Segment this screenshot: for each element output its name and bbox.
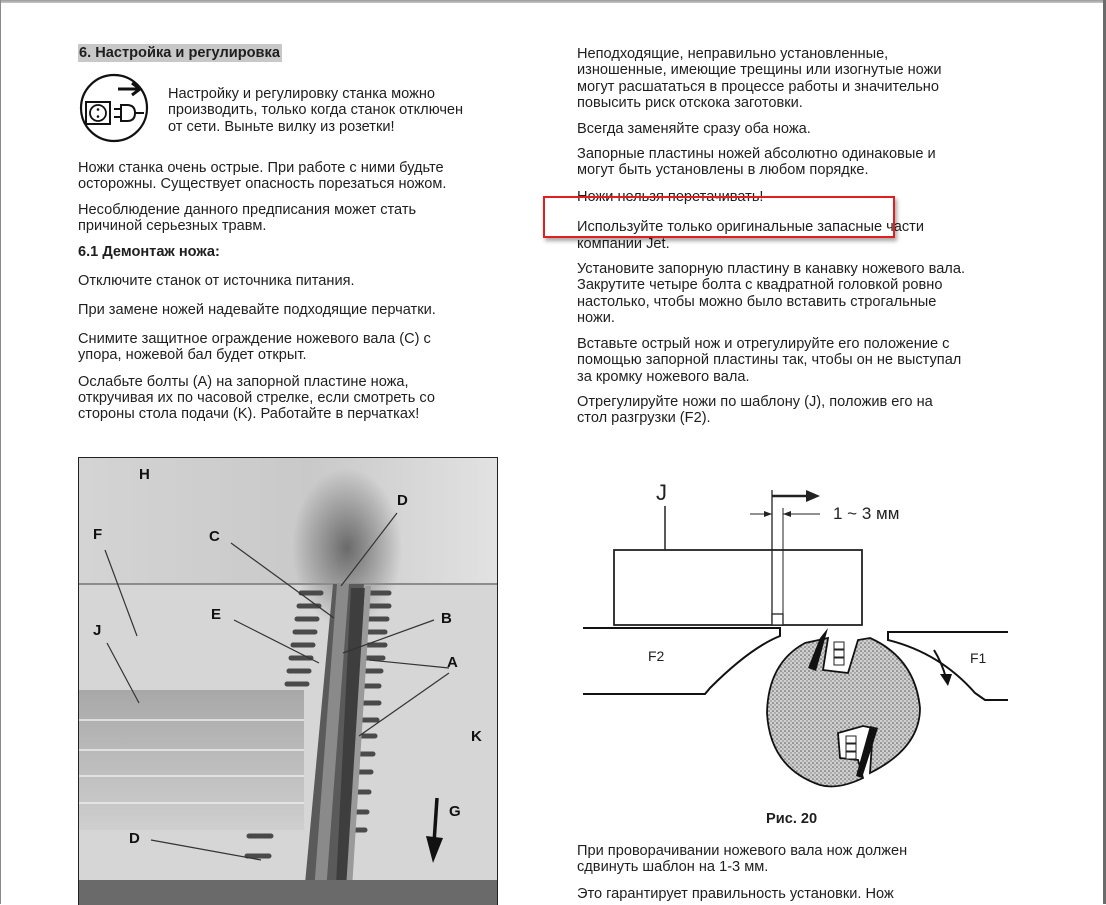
photo-label-d-top: D <box>397 492 408 509</box>
photo-label-j: J <box>93 622 102 639</box>
paragraph-remove-guard <box>78 331 518 364</box>
figure-label-j: J <box>656 480 667 505</box>
paragraph-gloves: При замене ножей надевайте подходящие перчатки. <box>78 302 436 319</box>
text-line: Используйте только оригинальные запасные части <box>577 219 924 236</box>
text-line: помощью запорной пластины так, чтобы он не выступал <box>577 352 962 369</box>
warning-line: от сети. Выньте вилку из розетки! <box>168 118 395 135</box>
text-line: стол разгрузки (F2). <box>577 410 711 427</box>
text-line: Снимите защитное ограждение ножевого вала (C) с <box>78 330 431 347</box>
text-line: стороны стола подачи (K). Работайте в перчатках! <box>78 406 420 423</box>
text-line: Запорные пластины ножей абсолютно одинаковые и <box>577 146 936 163</box>
text-line: могут быть установлены в любом порядке. <box>577 162 869 179</box>
text-line: сдвинуть шаблон на 1-3 мм. <box>577 859 769 876</box>
text-line: Несоблюдение данного предписания может стать <box>78 201 417 218</box>
figure-label-f1: F1 <box>970 650 987 666</box>
text-line: настолько, чтобы можно было вставить строгальные <box>577 293 937 310</box>
paragraph-disconnect: Отключите станок от источника питания. <box>78 273 355 290</box>
unplug-icon <box>78 72 150 144</box>
text-line: компании Jet. <box>577 235 670 252</box>
paragraph-lock-plates <box>577 146 1027 179</box>
warning-line: производить, только когда станок отключен <box>168 102 464 119</box>
photo-label-c: C <box>209 528 220 545</box>
photo-label-f: F <box>93 526 103 543</box>
photo-label-b: B <box>441 610 452 627</box>
photo-label-a: A <box>447 654 458 671</box>
text-line: осторожны. Существует опасность порезаться ножом. <box>78 176 447 193</box>
text-line: откручивая их по часовой стрелке, если смотреть со <box>78 390 435 407</box>
text-line: повысить риск отскока заготовки. <box>577 95 803 112</box>
figure-dimension: 1 ~ 3 мм <box>833 504 900 523</box>
text-line: Ослабьте болты (A) на запорной пластине ножа, <box>78 373 409 390</box>
figure-caption: Рис. 20 <box>766 811 818 827</box>
figure-20 <box>580 478 1010 808</box>
figure-label-f2: F2 <box>648 648 665 664</box>
paragraph-no-resharpen: Ножи нельзя перетачивать! <box>577 188 764 205</box>
photo-label-e: E <box>211 606 222 623</box>
text-line: Неподходящие, неправильно установленные, <box>577 46 889 62</box>
text-line: Закрутите четыре болта с квадратной головкой ровно <box>577 277 943 294</box>
paragraph-guarantee: Это гарантирует правильность установки. Нож <box>577 885 894 902</box>
photo-label-h: H <box>139 466 150 483</box>
subsection-title: 6.1 Демонтаж ножа: <box>78 243 220 260</box>
warning-line: Настройку и регулировку станка можно <box>168 86 436 102</box>
unplug-warning <box>78 72 518 150</box>
text-line: упора, ножевой бал будет открыт. <box>78 347 307 364</box>
paragraph-replace-both: Всегда заменяйте сразу оба ножа. <box>577 120 811 137</box>
right-bottom-paragraphs <box>577 843 1027 902</box>
photo-label-k: K <box>471 728 482 745</box>
paragraph-rotate-cutterhead <box>577 843 1027 876</box>
paragraph-install-plate <box>577 261 1027 327</box>
text-line: При проворачивании ножевого вала нож должен <box>577 843 908 859</box>
planer-cutterhead-photo <box>78 457 498 905</box>
knife-setting-diagram <box>580 478 1010 808</box>
left-paragraphs <box>78 160 518 423</box>
photo-illustration <box>79 458 497 905</box>
window-left-border <box>0 0 1 904</box>
photo-label-g: G <box>449 803 461 820</box>
text-line: Вставьте острый нож и отрегулируйте его положение с <box>577 335 950 352</box>
highlight-box <box>543 196 895 238</box>
text-line: ножи. <box>577 310 615 327</box>
text-line: за кромку ножевого вала. <box>577 368 750 385</box>
text-line: Установите запорную пластину в канавку ножевого вала. <box>577 261 965 278</box>
paragraph-adjust-template <box>577 394 1027 427</box>
text-line: Отрегулируйте ножи по шаблону (J), положив его на <box>577 393 933 410</box>
text-line: причиной серьезных травм. <box>78 218 267 235</box>
unplug-warning-text <box>168 86 518 135</box>
text-line: Ножи станка очень острые. При работе с ними будьте <box>78 160 444 176</box>
paragraph-insert-knife <box>577 336 1027 385</box>
window-top-border <box>0 0 1106 3</box>
text-line: изношенные, имеющие трещины или изогнутые ножи <box>577 62 942 79</box>
text-line: могут расшататься в процессе работы и значительно <box>577 78 939 95</box>
paragraph-loosen-bolts <box>78 374 518 423</box>
photo-label-d-bottom: D <box>129 830 140 847</box>
section-title: 6. Настройка и регулировка <box>79 45 280 61</box>
left-column <box>78 44 518 150</box>
paragraph-sharp-knives <box>78 160 518 193</box>
paragraph-unsuitable-knives <box>577 46 1027 112</box>
paragraph-injury-warning <box>78 202 518 235</box>
